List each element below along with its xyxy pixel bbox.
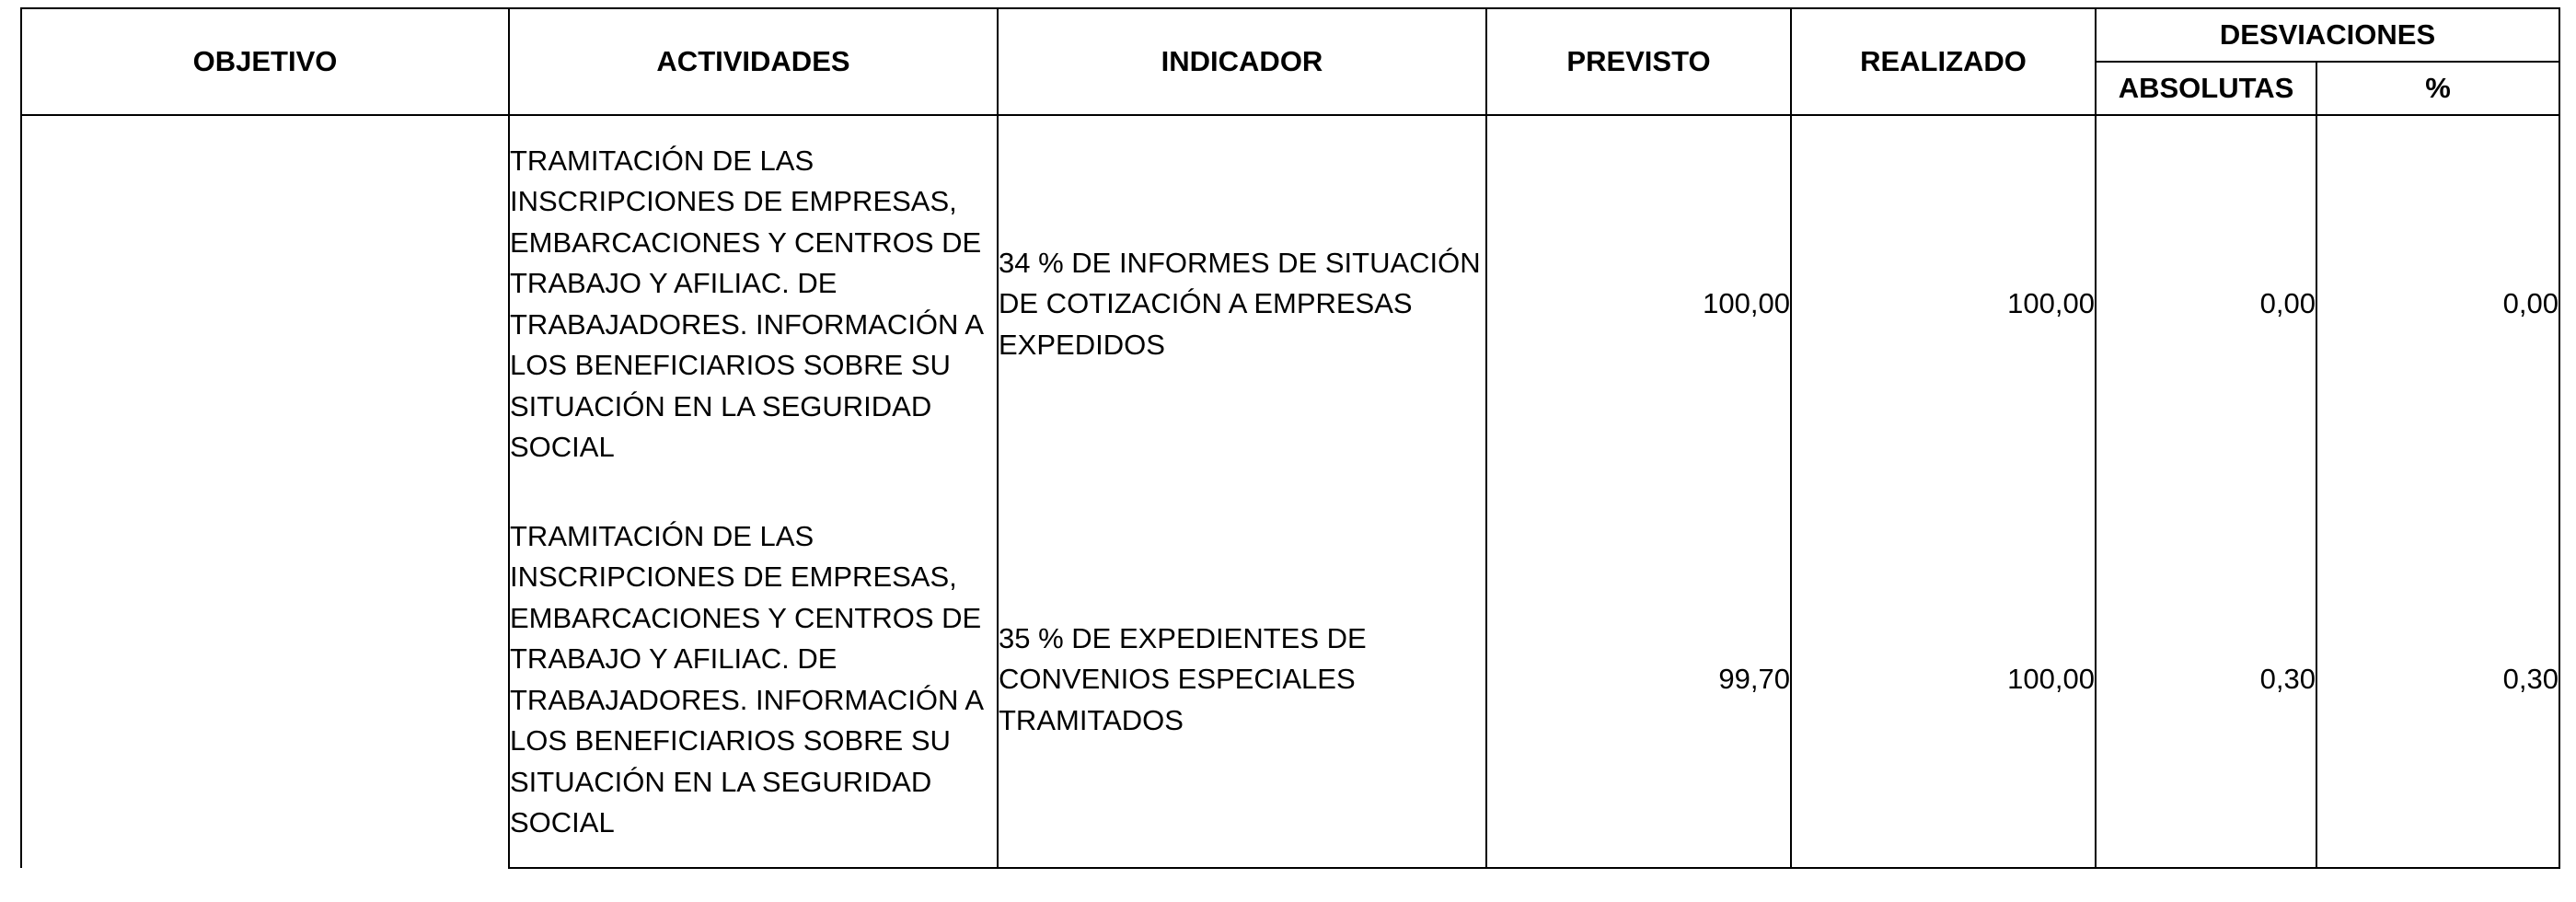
table-header-row [21, 8, 2559, 62]
indicador-text: 35 % DE EXPEDIENTES DE CONVENIOS ESPECIALES TRAMITADOS [999, 621, 1367, 736]
header-absolutas: ABSOLUTAS [2096, 62, 2316, 115]
table-row [21, 115, 2559, 492]
objectives-table [20, 7, 2560, 869]
cell-previsto: 99,70 [1486, 492, 1791, 868]
cell-realizado: 100,00 [1791, 492, 2096, 868]
cell-absolutas: 0,30 [2096, 492, 2316, 868]
header-desviaciones: DESVIACIONES [2096, 8, 2559, 62]
cell-actividad [509, 115, 998, 492]
header-objetivo: OBJETIVO [21, 8, 509, 115]
header-previsto: PREVISTO [1486, 8, 1791, 115]
cell-objetivo [21, 115, 509, 868]
actividad-text: TRAMITACIÓN DE LAS INSCRIPCIONES DE EMPRESAS, EMBARCACIONES Y CENTROS DE TRABAJO Y AFILIAC. DE TRABAJADORES. INFORMACIÓN A LOS BENEFICIARIOS SOBRE SU SITUACIÓN EN LA SEGURIDAD SOCIAL [510, 144, 983, 463]
header-porcentaje: % [2316, 62, 2559, 115]
actividad-text: TRAMITACIÓN DE LAS INSCRIPCIONES DE EMPRESAS, EMBARCACIONES Y CENTROS DE TRABAJO Y AFILIAC. DE TRABAJADORES. INFORMACIÓN A LOS BENEFICIARIOS SOBRE SU SITUACIÓN EN LA SEGURIDAD SOCIAL [510, 519, 983, 838]
header-actividades: ACTIVIDADES [509, 8, 998, 115]
cell-actividad [509, 492, 998, 868]
cell-previsto: 100,00 [1486, 115, 1791, 492]
cell-indicador [998, 492, 1486, 868]
indicador-text: 34 % DE INFORMES DE SITUACIÓN DE COTIZACIÓN A EMPRESAS EXPEDIDOS [999, 246, 1481, 361]
header-indicador: INDICADOR [998, 8, 1486, 115]
cell-absolutas: 0,00 [2096, 115, 2316, 492]
cell-porcentaje: 0,30 [2316, 492, 2559, 868]
cell-indicador [998, 115, 1486, 492]
cell-realizado: 100,00 [1791, 115, 2096, 492]
cell-porcentaje: 0,00 [2316, 115, 2559, 492]
header-realizado: REALIZADO [1791, 8, 2096, 115]
